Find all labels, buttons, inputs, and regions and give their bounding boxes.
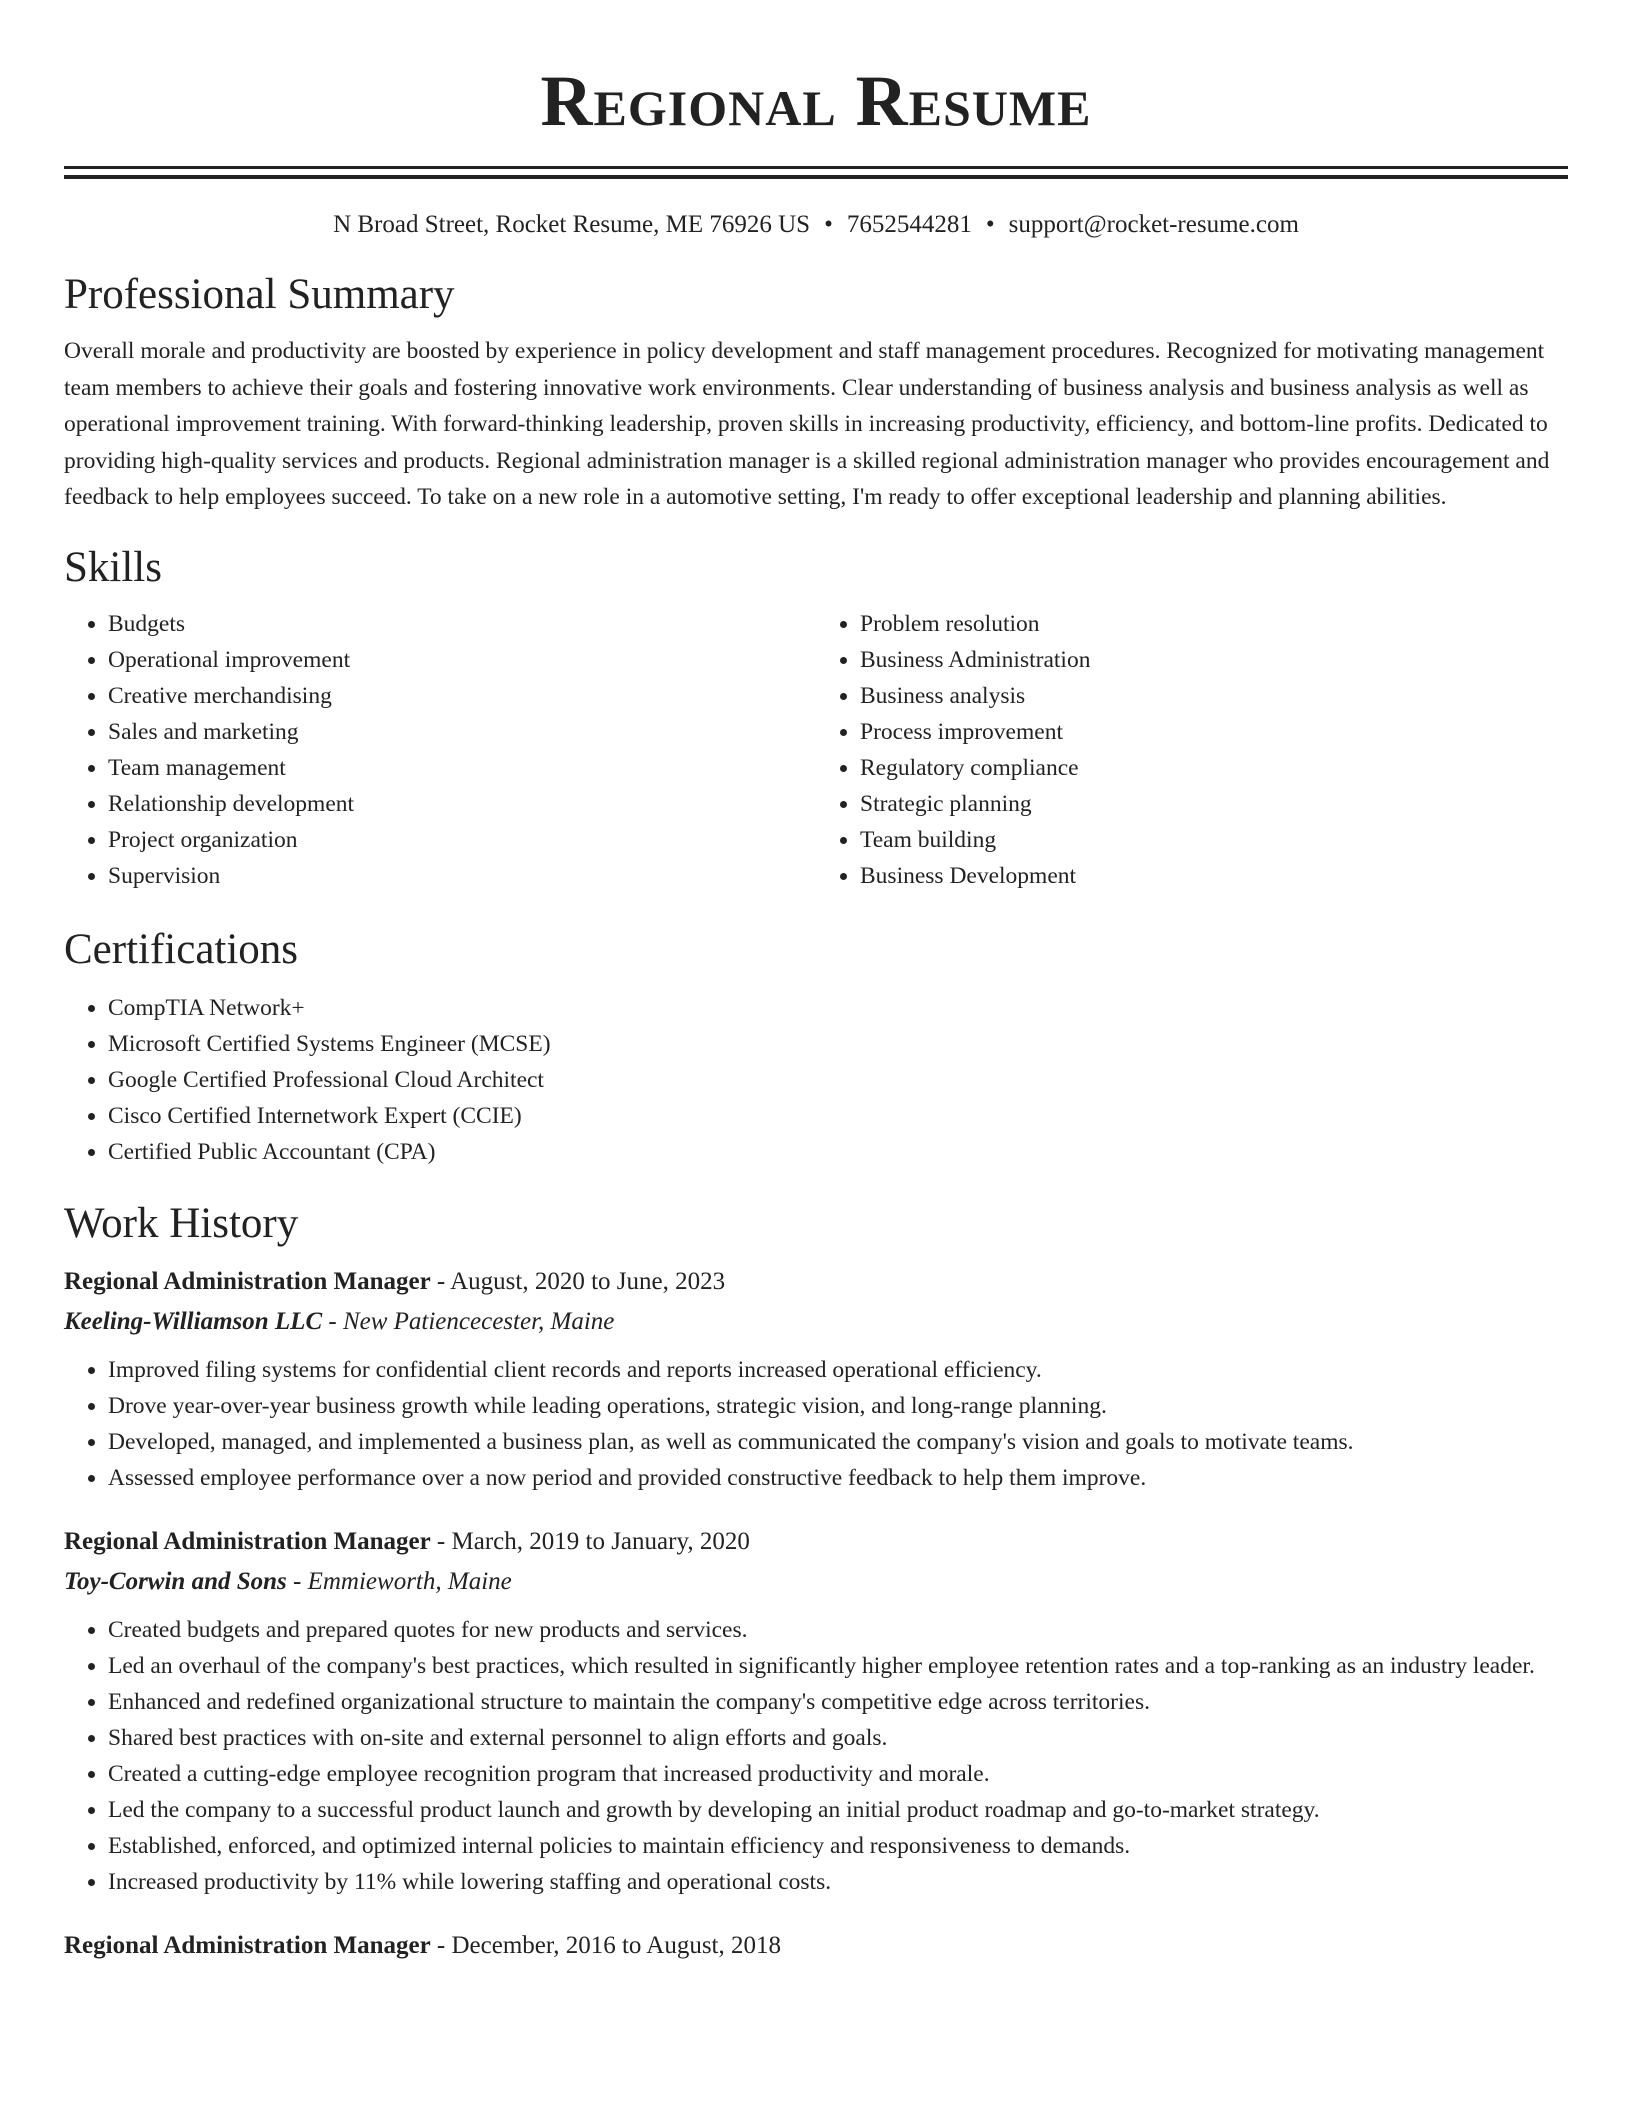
skills-columns — [64, 606, 1568, 894]
job-bullet: • Drove year-over-year business growth while leading operations, strategic vision, and long-range planning. — [108, 1388, 1568, 1424]
job-bullet: • Developed, managed, and implemented a business plan, as well as communicated the company's vision and goals to motivate teams. — [108, 1424, 1568, 1460]
skill-item: • Team building — [860, 822, 1568, 858]
certifications-list — [64, 990, 1568, 1170]
certification-item: • CompTIA Network+ — [108, 990, 1568, 1026]
section-title-skills: Skills — [64, 543, 162, 591]
job-dates: August, 2020 to June, 2023 — [450, 1267, 726, 1295]
skill-item: • Team management — [108, 750, 816, 786]
skill-item: • Process improvement — [860, 714, 1568, 750]
certification-item: • Microsoft Certified Systems Engineer (MCSE) — [108, 1026, 1568, 1062]
resume-title: Regional Resume — [540, 61, 1092, 141]
job-location: New Patiencecester, Maine — [342, 1307, 615, 1335]
skill-item: • Business Development — [860, 858, 1568, 894]
job-bullet-list — [64, 1352, 1568, 1496]
contact-email: support@rocket-resume.com — [1008, 211, 1299, 238]
section-title-certifications: Certifications — [64, 925, 299, 973]
job-bullet: • Established, enforced, and optimized internal policies to maintain efficiency and responsiveness to demands. — [108, 1828, 1568, 1864]
skill-item: • Business analysis — [860, 678, 1568, 714]
skill-item: • Operational improvement — [108, 642, 816, 678]
section-title-summary: Professional Summary — [64, 271, 455, 318]
job-employer: Keeling-Williamson LLC - New Patiencecester, Maine — [64, 1307, 615, 1335]
certification-item: • Google Certified Professional Cloud Architect — [108, 1062, 1568, 1098]
job-dates: December, 2016 to August, 2018 — [451, 1931, 782, 1959]
job-bullet: • Created budgets and prepared quotes for new products and services. — [108, 1612, 1568, 1648]
job-bullet: • Increased productivity by 11% while lowering staffing and operational costs. — [108, 1864, 1568, 1900]
contact-separator: • — [985, 211, 995, 238]
job-bullet: • Improved filing systems for confidential client records and reports increased operational efficiency. — [108, 1352, 1568, 1388]
skills-list-left — [64, 606, 816, 894]
resume-page — [64, 0, 1568, 1966]
job-company: Keeling-Williamson LLC — [64, 1307, 323, 1335]
job-role: Regional Administration Manager — [64, 1931, 431, 1959]
section-title-work-history: Work History — [64, 1199, 299, 1247]
job-employer: Toy-Corwin and Sons - Emmieworth, Maine — [64, 1567, 512, 1595]
skill-item: • Problem resolution — [860, 606, 1568, 642]
skill-item: • Budgets — [108, 606, 816, 642]
skill-item: • Creative merchandising — [108, 678, 816, 714]
job-location: Emmieworth, Maine — [307, 1567, 512, 1595]
job-bullet-list — [64, 1612, 1568, 1900]
contact-address: N Broad Street, Rocket Resume, ME 76926 US — [333, 211, 811, 238]
certification-item: • Cisco Certified Internetwork Expert (CCIE) — [108, 1098, 1568, 1134]
job-entry — [64, 1926, 1568, 1966]
skill-item: • Regulatory compliance — [860, 750, 1568, 786]
contact-line — [64, 209, 1568, 241]
skill-item: • Sales and marketing — [108, 714, 816, 750]
job-bullet: • Assessed employee performance over a now period and provided constructive feedback to help them improve. — [108, 1460, 1568, 1496]
job-bullet: • Shared best practices with on-site and external personnel to align efforts and goals. — [108, 1720, 1568, 1756]
skill-item: • Strategic planning — [860, 786, 1568, 822]
job-heading: Regional Administration Manager - August, 2020 to June, 2023 — [64, 1267, 726, 1295]
skill-item: • Relationship development — [108, 786, 816, 822]
job-entry — [64, 1522, 1568, 1900]
job-entry — [64, 1262, 1568, 1496]
skills-list-right — [816, 606, 1568, 894]
job-heading: Regional Administration Manager - December, 2016 to August, 2018 — [64, 1931, 782, 1959]
contact-separator: • — [824, 211, 833, 238]
job-bullet: • Led the company to a successful product launch and growth by developing an initial product roadmap and go-to-market strategy. — [108, 1792, 1568, 1828]
summary-text: Overall morale and productivity are boosted by experience in policy development and staff management procedures. Recognized for motivating management team members to achieve their goals and fostering innovative work environments. Clear understanding of business analysis and business analysis as well as operational improvement training. With forward-thinking leadership, proven skills in increasing productivity, efficiency, and bottom-line profits. Dedicated to providing high-quality services and products. Regional administration manager is a skilled regional administration manager who provides encouragement and feedback to help employees succeed. To take on a new role in a automotive setting, I'm ready to offer exceptional leadership and planning abilities. — [64, 338, 1550, 510]
skill-item: • Business Administration — [860, 642, 1568, 678]
job-dates: March, 2019 to January, 2020 — [451, 1527, 750, 1555]
job-bullet: • Enhanced and redefined organizational structure to maintain the company's competitive edge across territories. — [108, 1684, 1568, 1720]
title-divider-top — [64, 166, 1568, 169]
title-divider-bottom — [64, 175, 1568, 179]
job-company: Toy-Corwin and Sons — [64, 1567, 287, 1595]
job-role: Regional Administration Manager — [64, 1527, 431, 1555]
skill-item: • Project organization — [108, 822, 816, 858]
skill-item: • Supervision — [108, 858, 816, 894]
job-bullet: • Led an overhaul of the company's best practices, which resulted in significantly higher employee retention rates and a top-ranking as an industry leader. — [108, 1648, 1568, 1684]
contact-phone: 7652544281 — [846, 211, 972, 238]
job-role: Regional Administration Manager — [64, 1267, 431, 1295]
job-heading: Regional Administration Manager - March, 2019 to January, 2020 — [64, 1527, 750, 1555]
job-bullet: • Created a cutting-edge employee recognition program that increased productivity and morale. — [108, 1756, 1568, 1792]
certification-item: • Certified Public Accountant (CPA) — [108, 1134, 1568, 1170]
